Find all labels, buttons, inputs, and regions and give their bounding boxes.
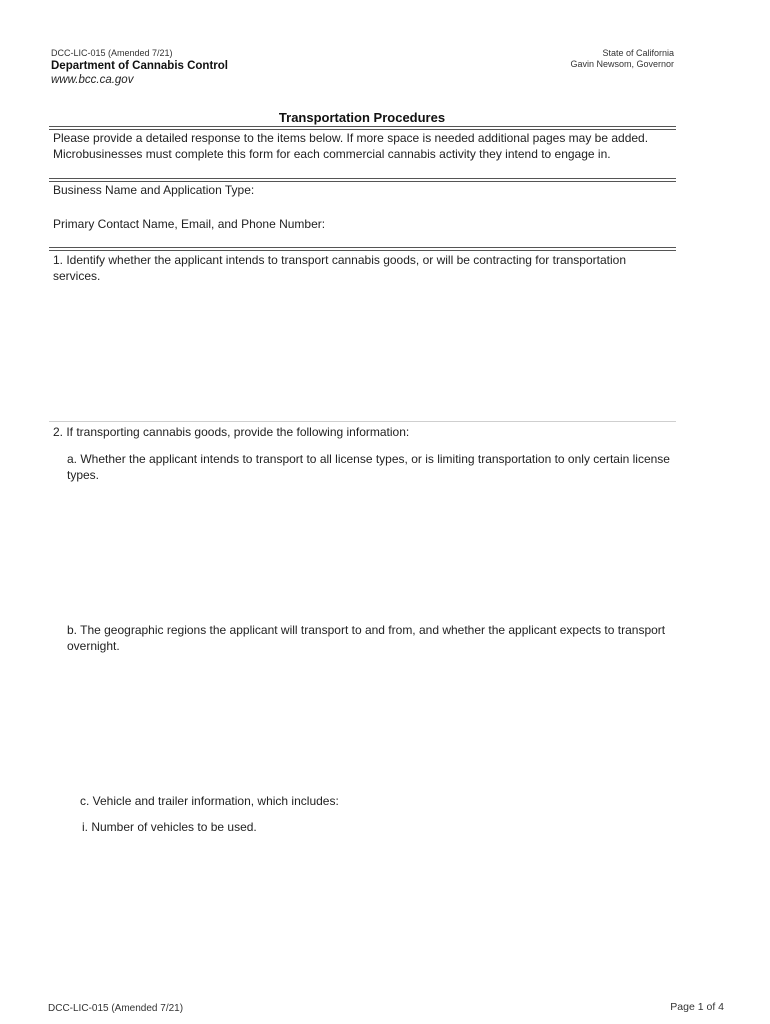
questions-divider-2 <box>49 250 676 251</box>
question-2c-i: i. Number of vehicles to be used. <box>82 820 257 834</box>
business-name-field[interactable]: Business Name and Application Type: <box>53 183 255 197</box>
instructions-divider <box>49 178 676 179</box>
title-divider <box>49 126 676 127</box>
question-2c-i-answer-area[interactable] <box>49 840 676 990</box>
form-id: DCC-LIC-015 (Amended 7/21) <box>51 48 173 58</box>
question-1-answer-area[interactable] <box>49 286 676 416</box>
department-name: Department of Cannabis Control <box>51 60 228 72</box>
question-1: 1. Identify whether the applicant intends to transport cannabis goods, or will be contracting for transportation services. <box>53 253 626 283</box>
website-link[interactable]: www.bcc.ca.gov <box>51 74 134 86</box>
state-name: State of California <box>602 48 674 58</box>
questions-divider <box>49 247 676 248</box>
question-2c: c. Vehicle and trailer information, which includes: <box>80 794 339 808</box>
question-2a: a. Whether the applicant intends to transport to all license types, or is limiting transportation to only certain license types. <box>67 452 670 482</box>
governor-name: Gavin Newsom, Governor <box>570 59 674 69</box>
primary-contact-field[interactable]: Primary Contact Name, Email, and Phone Number: <box>53 217 326 231</box>
question-divider <box>49 421 676 422</box>
question-2a-answer-area[interactable] <box>49 486 676 616</box>
instructions-text: Please provide a detailed response to the items below. If more space is needed additional pages may be added. Microbusinesses must complete this form for each commercial cannabis activity they intend to engage in. <box>53 131 649 161</box>
page-title: Transportation Procedures <box>278 110 446 125</box>
question-2b-answer-area[interactable] <box>49 657 676 787</box>
footer-form-id: DCC-LIC-015 (Amended 7/21) <box>48 1003 184 1014</box>
question-2: 2. If transporting cannabis goods, provide the following information: <box>53 425 410 439</box>
question-2b: b. The geographic regions the applicant will transport to and from, and whether the applicant expects to transport overnight. <box>67 623 666 653</box>
page-number: Page 1 of 4 <box>670 1001 724 1013</box>
